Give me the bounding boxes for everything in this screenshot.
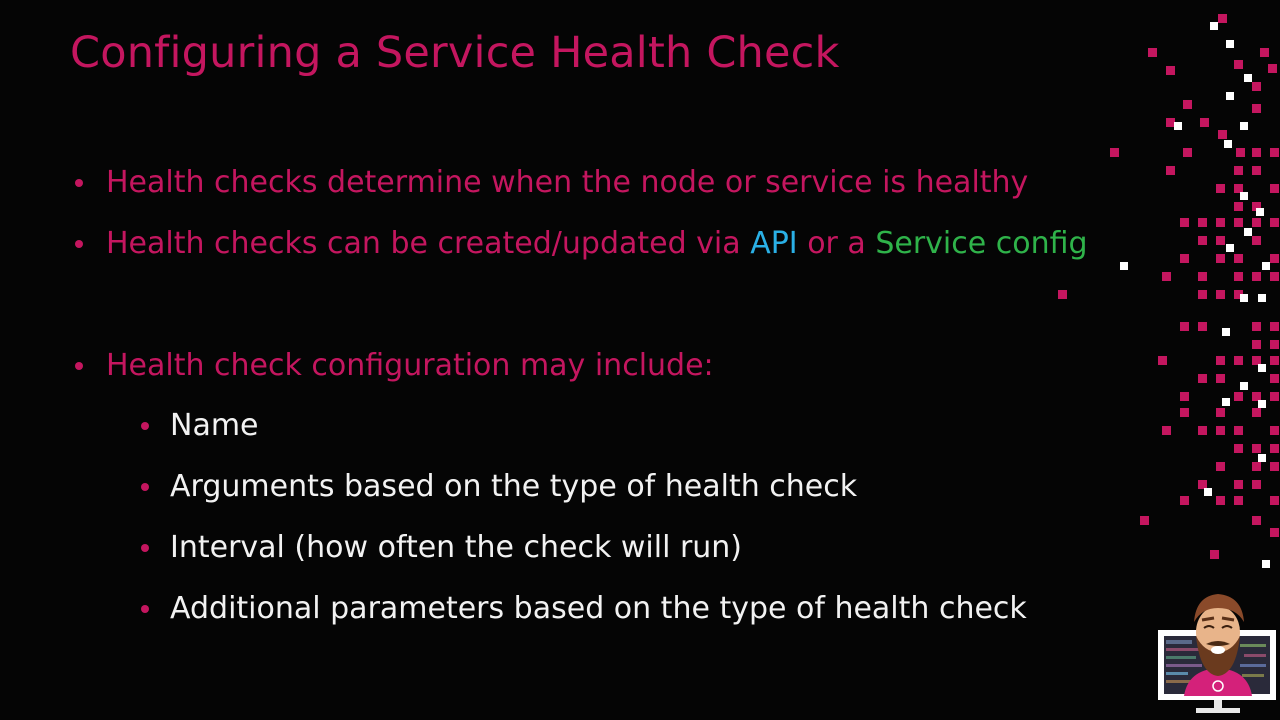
sub-bullet-additional-parameters <box>141 591 1027 626</box>
sub-bullet-dot <box>141 483 149 491</box>
sub-bullet-text: Additional parameters based on the type of health check <box>170 591 1027 626</box>
sub-bullet-text: Interval (how often the check will run) <box>170 530 743 565</box>
sub-bullet-text: Name <box>170 408 259 443</box>
bullet-text-prefix: Health checks can be created/updated via <box>106 226 751 261</box>
bullet-dot <box>75 179 83 187</box>
service-config-keyword: Service config <box>875 226 1088 261</box>
presenter-avatar <box>1156 578 1280 720</box>
pixel-dot-field-decoration <box>1040 0 1280 580</box>
bullet-text: Health checks determine when the node or service is healthy <box>106 165 1029 200</box>
pink-pixels <box>1058 14 1279 559</box>
sub-bullet-name <box>141 408 259 443</box>
sub-bullet-interval <box>141 530 743 565</box>
sub-bullet-text: Arguments based on the type of health check <box>170 469 858 504</box>
sub-bullet-dot <box>141 544 149 552</box>
sub-bullet-arguments <box>141 469 858 504</box>
bullet-dot <box>75 240 83 248</box>
bullet-health-checks-determine <box>75 165 1029 200</box>
sub-bullet-dot <box>141 605 149 613</box>
bullet-dot <box>75 362 83 370</box>
bullet-text <box>106 226 1088 261</box>
white-pixels <box>1120 22 1270 568</box>
bullet-created-updated <box>75 226 1088 261</box>
bullet-text-middle: or a <box>797 226 876 261</box>
bullet-text: Health check configuration may include: <box>106 348 714 383</box>
bullet-configuration-may-include <box>75 348 714 383</box>
api-keyword: API <box>750 226 798 261</box>
sub-bullet-dot <box>141 422 149 430</box>
slide-title: Configuring a Service Health Check <box>70 28 840 78</box>
